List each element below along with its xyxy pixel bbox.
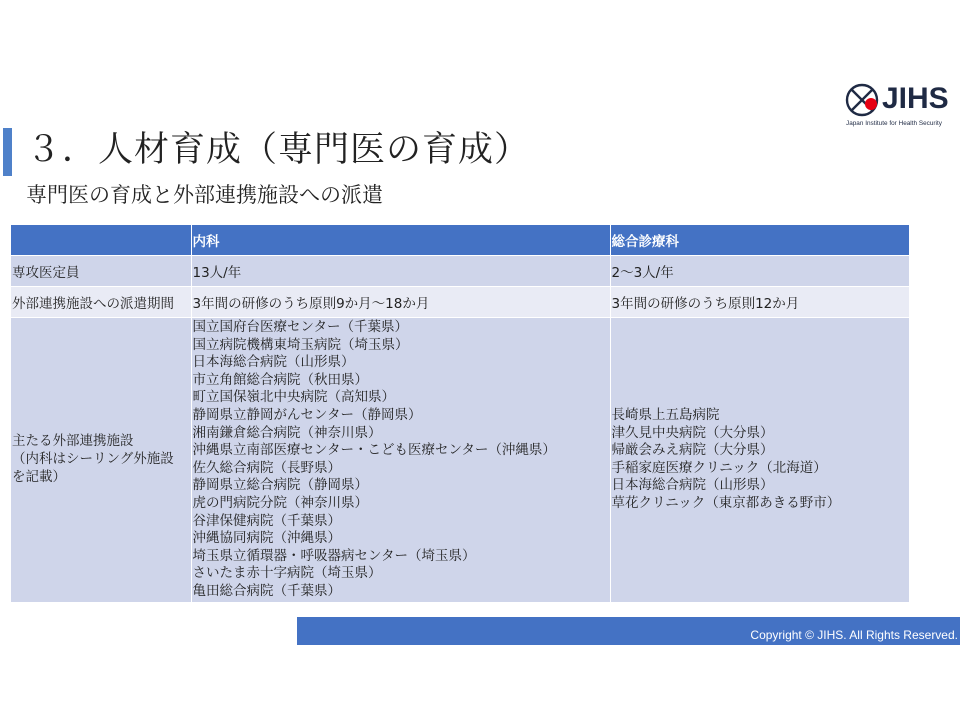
facilities-label-cell	[11, 318, 191, 603]
facility-item: 沖縄協同病院（沖縄県）	[192, 530, 341, 547]
facility-item: 草花クリニック（東京都あきる野市）	[611, 494, 841, 511]
row-label-line: （内科はシーリング外施設	[12, 450, 174, 467]
facility-item: 帰厳会みえ病院（大分県）	[611, 442, 774, 459]
header-cell-empty	[11, 225, 191, 256]
general-facilities-cell	[610, 318, 909, 603]
facility-item: 町立国保嶺北中央病院（高知県）	[192, 389, 395, 406]
row-label-line: 主たる外部連携施設	[12, 433, 134, 450]
slide-title: ３．人材育成（専門医の育成）	[26, 130, 531, 170]
facility-item: 国立病院機構東埼玉病院（埼玉県）	[192, 336, 409, 353]
internal-facilities-cell	[191, 318, 610, 603]
table-row	[11, 256, 909, 287]
logo-subtitle: Japan Institute for Health Security	[846, 120, 942, 127]
facility-item: 亀田総合病院（千葉県）	[192, 582, 341, 599]
internal-value: 3年間の研修のうち原則9か月〜18か月	[191, 287, 610, 318]
facility-item: 国立国府台医療センター（千葉県）	[192, 319, 408, 335]
general-value: 2〜3人/年	[610, 256, 909, 287]
copyright-text: Copyright © JIHS. All Rights Reserved.	[750, 628, 958, 642]
table-row	[11, 287, 909, 318]
facility-item: 埼玉県立循環器・呼吸器病センター（埼玉県）	[192, 547, 476, 564]
internal-value: 13人/年	[191, 256, 610, 287]
jihs-logo	[838, 80, 956, 130]
facility-item: 長崎県上五島病院	[611, 406, 720, 423]
residency-table	[11, 225, 910, 603]
table-row	[11, 318, 909, 603]
title-accent-bar	[3, 128, 12, 176]
general-value: 3年間の研修のうち原則12か月	[610, 287, 909, 318]
row-label: 専攻医定員	[11, 256, 191, 287]
facility-item: 日本海総合病院（山形県）	[192, 354, 355, 371]
facility-item: 湘南鎌倉総合病院（神奈川県）	[192, 424, 382, 441]
facility-item: 静岡県立総合病院（静岡県）	[192, 477, 368, 494]
facility-item: 佐久総合病院（長野県）	[192, 459, 341, 476]
row-label-line: を記載）	[12, 468, 66, 485]
jihs-logo-mark-icon	[844, 82, 880, 118]
facility-item: 市立角館総合病院（秋田県）	[192, 371, 368, 388]
facility-item: 静岡県立静岡がんセンター（静岡県）	[192, 406, 422, 423]
facility-item: 虎の門病院分院（神奈川県）	[192, 494, 368, 511]
logo-text: JIHS	[882, 82, 949, 115]
header-cell-internal-medicine: 内科	[191, 225, 610, 256]
header-cell-general-medicine: 総合診療科	[610, 225, 909, 256]
facility-item: 日本海総合病院（山形県）	[611, 477, 774, 494]
facility-item: 沖縄県立南部医療センター・こども医療センター（沖縄県）	[192, 442, 556, 459]
footer-bar	[297, 617, 960, 645]
facility-item: 手稲家庭医療クリニック（北海道）	[611, 459, 827, 476]
facility-item: さいたま赤十字病院（埼玉県）	[192, 565, 382, 582]
slide-subtitle: 専門医の育成と外部連携施設への派遣	[26, 183, 383, 207]
table-header-row	[11, 225, 909, 256]
facility-item: 谷津保健病院（千葉県）	[192, 512, 341, 529]
facility-item: 津久見中央病院（大分県）	[611, 424, 774, 441]
row-label: 外部連携施設への派遣期間	[11, 287, 191, 318]
